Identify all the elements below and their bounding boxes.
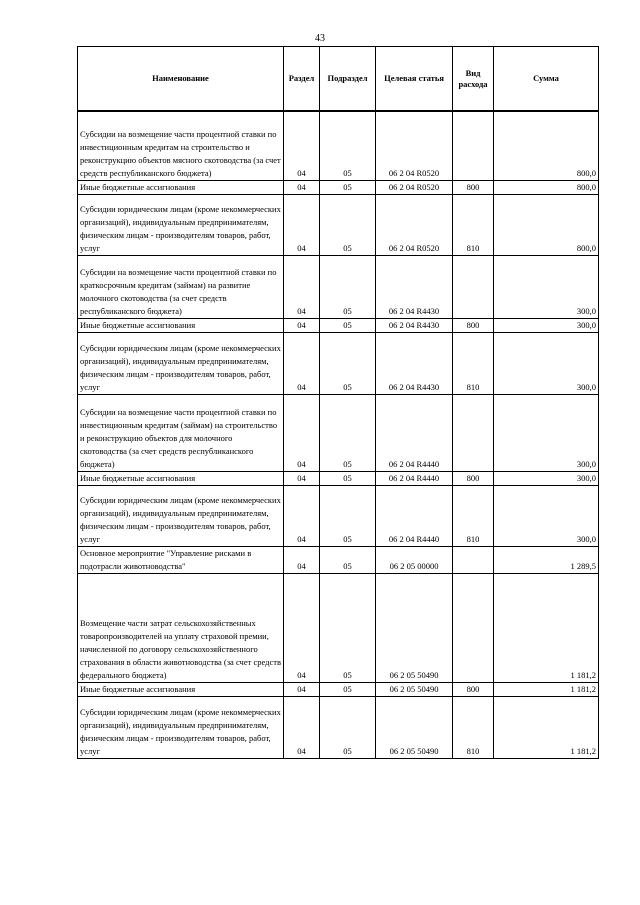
row-razdel-cell: 04 (284, 318, 320, 332)
table-row (78, 194, 599, 255)
table-row (78, 394, 599, 471)
header-podrazdel: Подраздел (320, 47, 376, 112)
row-statya-cell: 06 2 04 R0520 (376, 180, 453, 194)
row-podrazdel-cell: 05 (320, 682, 376, 696)
table-row (78, 546, 599, 573)
row-statya-cell: 06 2 04 R4430 (376, 332, 453, 394)
page-number: 43 (315, 33, 325, 44)
budget-table (77, 46, 599, 759)
row-summa-cell: 300,0 (494, 471, 599, 485)
row-razdel-cell: 04 (284, 180, 320, 194)
table-row (78, 180, 599, 194)
table-row (78, 318, 599, 332)
row-summa-cell: 300,0 (494, 485, 599, 546)
row-statya-cell: 06 2 05 50490 (376, 573, 453, 682)
row-vid-cell (453, 394, 494, 471)
row-statya-cell: 06 2 04 R4440 (376, 394, 453, 471)
row-statya-cell: 06 2 05 50490 (376, 696, 453, 758)
table-row (78, 682, 599, 696)
row-summa-cell: 1 181,2 (494, 682, 599, 696)
row-summa-cell: 800,0 (494, 111, 599, 180)
row-name-cell: Субсидии на возмещение части процентной ставки по инвестиционным кредитам (займам) на строительство и реконструкцию объектов для молочного скотоводства (за счет средств республиканского бюджета) (78, 394, 284, 471)
row-podrazdel-cell: 05 (320, 696, 376, 758)
row-podrazdel-cell: 05 (320, 485, 376, 546)
row-podrazdel-cell: 05 (320, 318, 376, 332)
row-summa-cell: 300,0 (494, 394, 599, 471)
row-summa-cell: 300,0 (494, 255, 599, 318)
row-podrazdel-cell: 05 (320, 111, 376, 180)
row-vid-cell: 800 (453, 318, 494, 332)
table-row (78, 573, 599, 682)
row-podrazdel-cell: 05 (320, 180, 376, 194)
row-summa-cell: 800,0 (494, 194, 599, 255)
row-name-cell: Субсидии юридическим лицам (кроме некоммерческих организаций), индивидуальным предпринимателям, физическим лицам - производителям товаров, работ, услуг (78, 332, 284, 394)
row-summa-cell: 1 181,2 (494, 573, 599, 682)
row-razdel-cell: 04 (284, 471, 320, 485)
row-razdel-cell: 04 (284, 485, 320, 546)
table-row (78, 255, 599, 318)
row-name-cell: Субсидии на возмещение части процентной ставки по инвестиционным кредитам на строительство и реконструкцию объектов мясного скотоводства (за счет средств республиканского бюджета) (78, 111, 284, 180)
row-name-cell: Иные бюджетные ассигнования (78, 318, 284, 332)
row-podrazdel-cell: 05 (320, 194, 376, 255)
row-statya-cell: 06 2 04 R4440 (376, 471, 453, 485)
row-summa-cell: 1 181,2 (494, 696, 599, 758)
table-body (78, 111, 599, 758)
row-name-cell: Иные бюджетные ассигнования (78, 471, 284, 485)
row-name-cell: Возмещение части затрат сельскохозяйственных товаропроизводителей на уплату страховой премии, начисленной по договору сельскохозяйственного страхования в области животноводства (за счет средств федерального бюджета) (78, 573, 284, 682)
row-summa-cell: 300,0 (494, 318, 599, 332)
row-vid-cell: 800 (453, 180, 494, 194)
table-row (78, 111, 599, 180)
row-vid-cell (453, 573, 494, 682)
row-name-cell: Субсидии юридическим лицам (кроме некоммерческих организаций), индивидуальным предпринимателям, физическим лицам - производителям товаров, работ, услуг (78, 485, 284, 546)
row-vid-cell: 810 (453, 485, 494, 546)
row-vid-cell (453, 546, 494, 573)
row-razdel-cell: 04 (284, 696, 320, 758)
row-razdel-cell: 04 (284, 255, 320, 318)
row-name-cell: Субсидии на возмещение части процентной ставки по краткосрочным кредитам (займам) на развитие молочного скотоводства (за счет средств республиканского бюджета) (78, 255, 284, 318)
row-statya-cell: 06 2 04 R4440 (376, 485, 453, 546)
row-podrazdel-cell: 05 (320, 255, 376, 318)
row-podrazdel-cell: 05 (320, 573, 376, 682)
row-razdel-cell: 04 (284, 394, 320, 471)
row-vid-cell: 800 (453, 471, 494, 485)
table-row (78, 696, 599, 758)
row-statya-cell: 06 2 04 R4430 (376, 318, 453, 332)
row-podrazdel-cell: 05 (320, 332, 376, 394)
row-vid-cell (453, 255, 494, 318)
header-name: Наименование (78, 47, 284, 112)
row-vid-cell: 810 (453, 332, 494, 394)
row-razdel-cell: 04 (284, 332, 320, 394)
row-statya-cell: 06 2 04 R4430 (376, 255, 453, 318)
row-vid-cell: 810 (453, 194, 494, 255)
row-vid-cell: 810 (453, 696, 494, 758)
row-razdel-cell: 04 (284, 573, 320, 682)
header-vid: Вид расхода (453, 47, 494, 112)
row-podrazdel-cell: 05 (320, 394, 376, 471)
row-vid-cell: 800 (453, 682, 494, 696)
row-name-cell: Субсидии юридическим лицам (кроме некоммерческих организаций), индивидуальным предпринимателям, физическим лицам - производителям товаров, работ, услуг (78, 194, 284, 255)
row-summa-cell: 300,0 (494, 332, 599, 394)
row-statya-cell: 06 2 04 R0520 (376, 111, 453, 180)
row-statya-cell: 06 2 04 R0520 (376, 194, 453, 255)
row-razdel-cell: 04 (284, 194, 320, 255)
row-vid-cell (453, 111, 494, 180)
header-statya: Целевая статья (376, 47, 453, 112)
row-podrazdel-cell: 05 (320, 471, 376, 485)
row-podrazdel-cell: 05 (320, 546, 376, 573)
table-row (78, 471, 599, 485)
header-summa: Сумма (494, 47, 599, 112)
table-row (78, 332, 599, 394)
row-statya-cell: 06 2 05 00000 (376, 546, 453, 573)
row-name-cell: Основное мероприятие "Управление рисками в подотрасли животноводства" (78, 546, 284, 573)
row-razdel-cell: 04 (284, 682, 320, 696)
row-razdel-cell: 04 (284, 546, 320, 573)
row-name-cell: Иные бюджетные ассигнования (78, 180, 284, 194)
row-name-cell: Субсидии юридическим лицам (кроме некоммерческих организаций), индивидуальным предпринимателям, физическим лицам - производителям товаров, работ, услуг (78, 696, 284, 758)
row-statya-cell: 06 2 05 50490 (376, 682, 453, 696)
row-name-cell: Иные бюджетные ассигнования (78, 682, 284, 696)
header-razdel: Раздел (284, 47, 320, 112)
row-summa-cell: 800,0 (494, 180, 599, 194)
table-header-row (78, 47, 599, 112)
row-summa-cell: 1 289,5 (494, 546, 599, 573)
row-razdel-cell: 04 (284, 111, 320, 180)
table-row (78, 485, 599, 546)
